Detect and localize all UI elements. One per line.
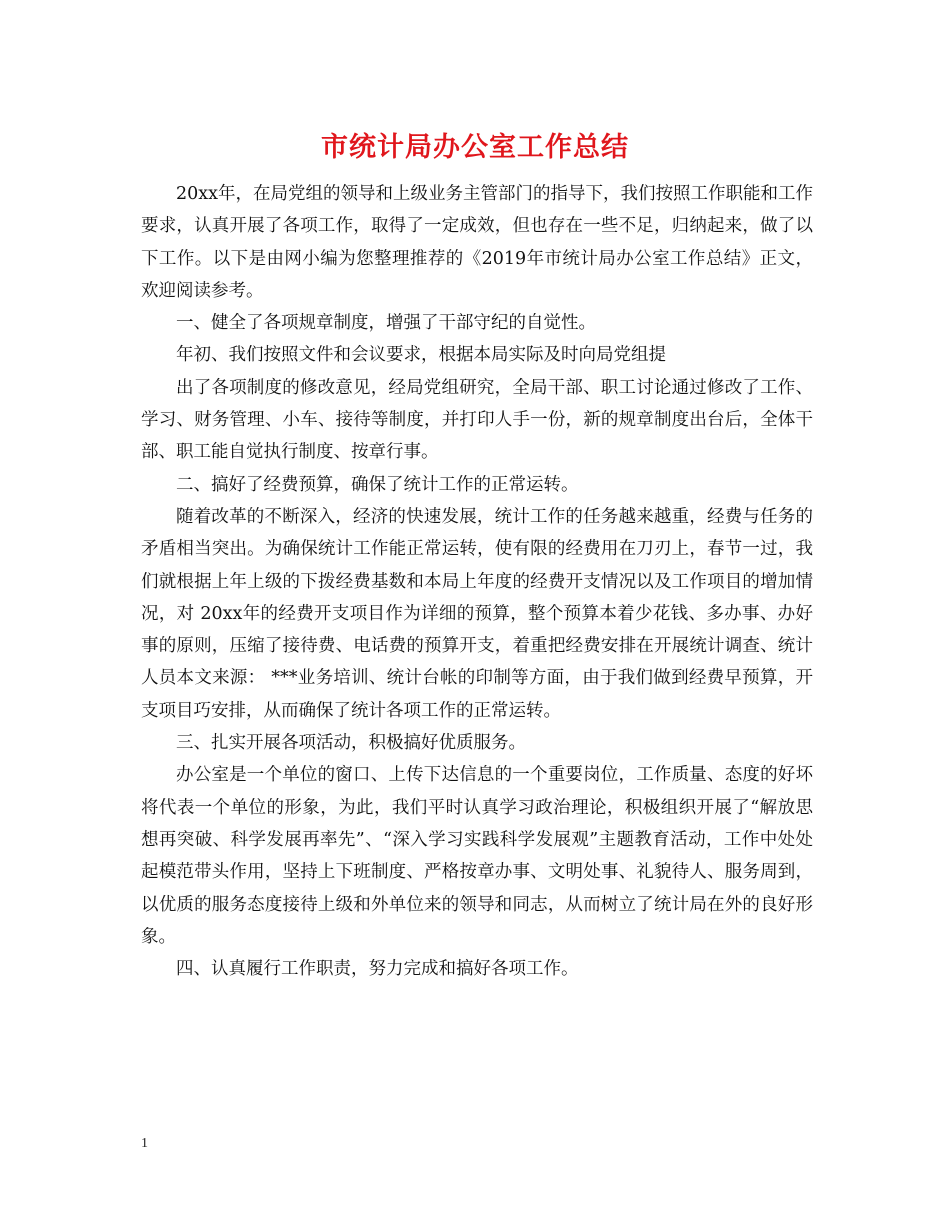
page-number: 1 [141,1136,148,1151]
paragraph-section-1a: 年初、我们按照文件和会议要求，根据本局实际及时向局党组提 [176,345,666,366]
paragraph-section-2: 随着改革的不断深入，经济的快速发展，统计工作的任务越来越重，经费与任务的矛盾相当突出。为确保统计工作能正常运转，使有限的经费用在刀刃上，春节一过，我们就根据上年上级的下拨经费基数和本局上年度的经费开支情况以及工作项目的增加情况，对 20xx年的经费开支项目作为详细的预算，整个预算本着少花钱、多办事、办好事的原则，压缩了接待费、电话费的预算开支，着重把经费安排在开展统计调查、统计人员本文来源： ***业务培训、统计台帐的印制等方面，由于我们做到经费早预算，开支项目巧安排，从而确保了统计各项工作的正常运转。 [141,506,813,721]
heading-section-4: 四、认真履行工作职责，努力完成和搞好各项工作。 [176,959,579,980]
paragraph-intro: 20xx年，在局党组的领导和上级业务主管部门的指导下，我们按照工作职能和工作要求，认真开展了各项工作，取得了一定成效，但也存在一些不足，归纳起来，做了以下工作。以下是由网小编为您整理推荐的《2019年市统计局办公室工作总结》正文，欢迎阅读参考。 [141,184,814,301]
document-body [141,178,813,985]
paragraph-section-1b: 出了各项制度的修改意见，经局党组研究，全局干部、职工讨论通过修改了工作、学习、财务管理、小车、接待等制度，并打印人手一份，新的规章制度出台后，全体干部、职工能自觉执行制度、按章行事。 [141,377,813,463]
heading-section-3: 三、扎实开展各项活动，积极搞好优质服务。 [176,733,526,754]
heading-section-2: 二、搞好了经费预算，确保了统计工作的正常运转。 [176,474,579,495]
paragraph-section-3: 办公室是一个单位的窗口、上传下达信息的一个重要岗位，工作质量、态度的好坏将代表一个单位的形象，为此，我们平时认真学习政治理论，积极组织开展了“解放思想再突破、科学发展再率先”、“深入学习实践科学发展观”主题教育活动，工作中处处起模范带头作用，坚持上下班制度、严格按章办事、文明处事、礼貌待人、服务周到，以优质的服务态度接待上级和外单位来的领导和同志，从而树立了统计局在外的良好形象。 [141,765,813,947]
document-title: 市统计局办公室工作总结 [321,132,629,163]
heading-section-1: 一、健全了各项规章制度，增强了干部守纪的自觉性。 [176,313,596,334]
